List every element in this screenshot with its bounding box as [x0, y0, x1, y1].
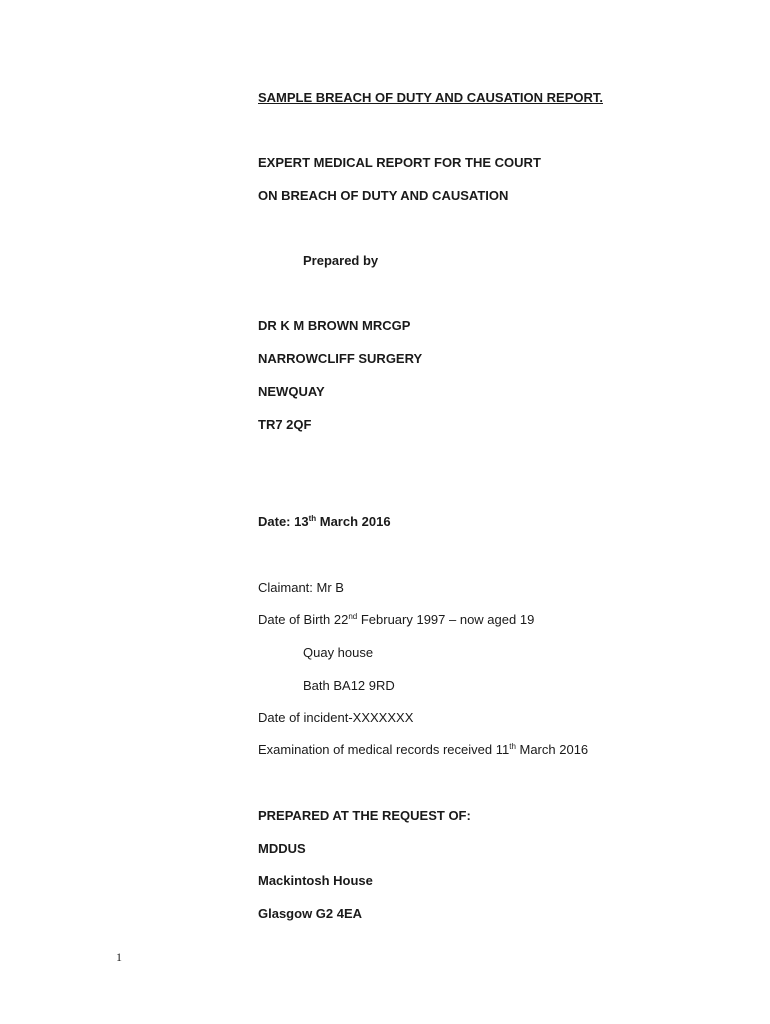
report-date-prefix: Date: 13: [258, 514, 309, 529]
claimant-address-line-1: Quay house: [303, 645, 374, 660]
report-date-suffix: March 2016: [316, 514, 391, 529]
dob-suffix: February 1997 – now aged 19: [357, 612, 535, 627]
claimant-address-line-2: Bath BA12 9RD: [303, 678, 395, 693]
author-town: NEWQUAY: [258, 384, 325, 399]
claimant-line: Claimant: Mr B: [258, 580, 344, 595]
records-prefix: Examination of medical records received 11: [258, 742, 510, 757]
dob-ordinal: nd: [348, 612, 358, 621]
incident-date-line: Date of incident-XXXXXXX: [258, 710, 414, 725]
records-suffix: March 2016: [515, 742, 589, 757]
records-ordinal: th: [509, 742, 516, 751]
document-title: SAMPLE BREACH OF DUTY AND CAUSATION REPORT.: [258, 90, 603, 105]
author-practice: NARROWCLIFF SURGERY: [258, 351, 423, 366]
request-organisation: MDDUS: [258, 841, 306, 856]
report-date: [258, 514, 391, 530]
report-date-ordinal: th: [308, 514, 317, 523]
author-name: DR K M BROWN MRCGP: [258, 318, 411, 333]
request-city: Glasgow G2 4EA: [258, 906, 363, 921]
author-postcode: TR7 2QF: [258, 417, 312, 432]
report-heading-line-2: ON BREACH OF DUTY AND CAUSATION: [258, 188, 509, 203]
page-number: 1: [116, 950, 122, 964]
request-building: Mackintosh House: [258, 873, 373, 888]
date-of-birth-line: [258, 612, 534, 628]
dob-prefix: Date of Birth 22: [258, 612, 349, 627]
report-heading-line-1: EXPERT MEDICAL REPORT FOR THE COURT: [258, 155, 541, 170]
medical-records-line: [258, 742, 588, 758]
prepared-by-label: Prepared by: [303, 253, 379, 268]
request-label: PREPARED AT THE REQUEST OF:: [258, 808, 471, 823]
